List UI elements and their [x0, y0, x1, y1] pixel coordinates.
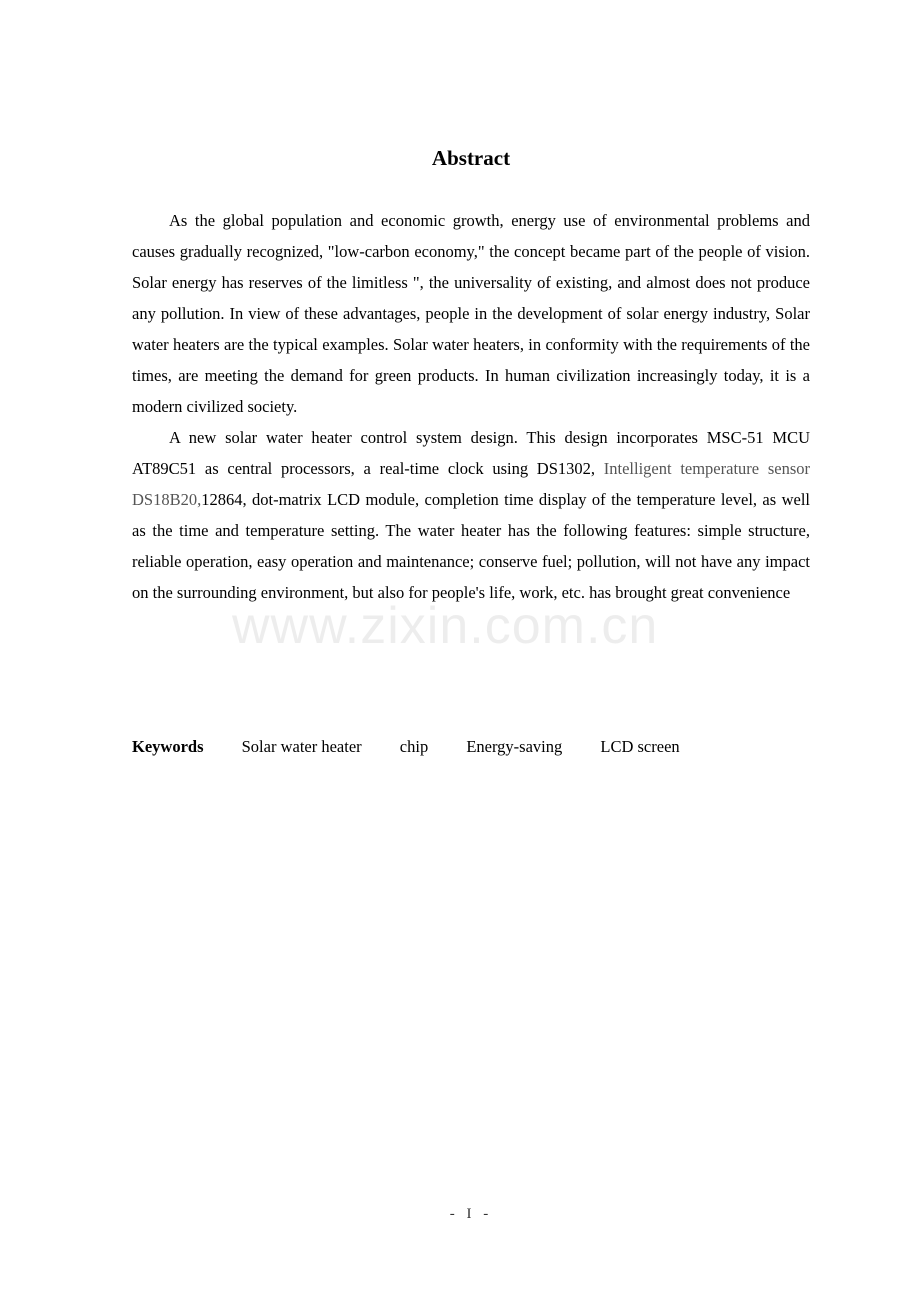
keywords-line [132, 731, 812, 762]
abstract-title: Abstract [431, 146, 511, 170]
abstract-paragraph-2 [132, 422, 810, 608]
keywords-label: Keywords [132, 737, 204, 756]
keyword-item: LCD screen [600, 737, 680, 756]
paragraph-2-text-end: 12864, dot-matrix LCD module, completion time display of the temperature level, as well as the time and temperature setting. The water heater has the following features: simple structure, reliable operation, easy operation and maintenance; conserve fuel; pollution, will not have any impact on the surrounding environment, but also for people's life, work, etc. has brought great convenience [132, 490, 810, 602]
keyword-item: Energy-saving [466, 737, 563, 756]
abstract-paragraph-1: As the global population and economic growth, energy use of environmental problems and causes gradually recognized, "low-carbon economy," the concept became part of the people of vision. Solar energy has reserves of the limitless ", the universality of existing, and almost does not produce any pollution. In view of these advantages, people in the development of solar energy industry, Solar water heaters are the typical examples. Solar water heaters, in conformity with the requirements of the times, are meeting the demand for green products. In human civilization increasingly today, it is a modern civilized society. [132, 211, 810, 416]
watermark: www.zixin.com.cn [232, 597, 659, 655]
keyword-item: Solar water heater [241, 737, 362, 756]
page-number: - I - [449, 1206, 493, 1222]
keyword-item: chip [399, 737, 429, 756]
paragraph-2-text-start: A new solar water heater control system design. This design incorporates MSC-51 MCU AT89C51 as central processors, a real-time clock using DS1302, [132, 428, 810, 478]
abstract-body [132, 205, 810, 608]
highlighted-sensor-text: Intelligent temperature sensor DS18B20, [132, 459, 810, 509]
